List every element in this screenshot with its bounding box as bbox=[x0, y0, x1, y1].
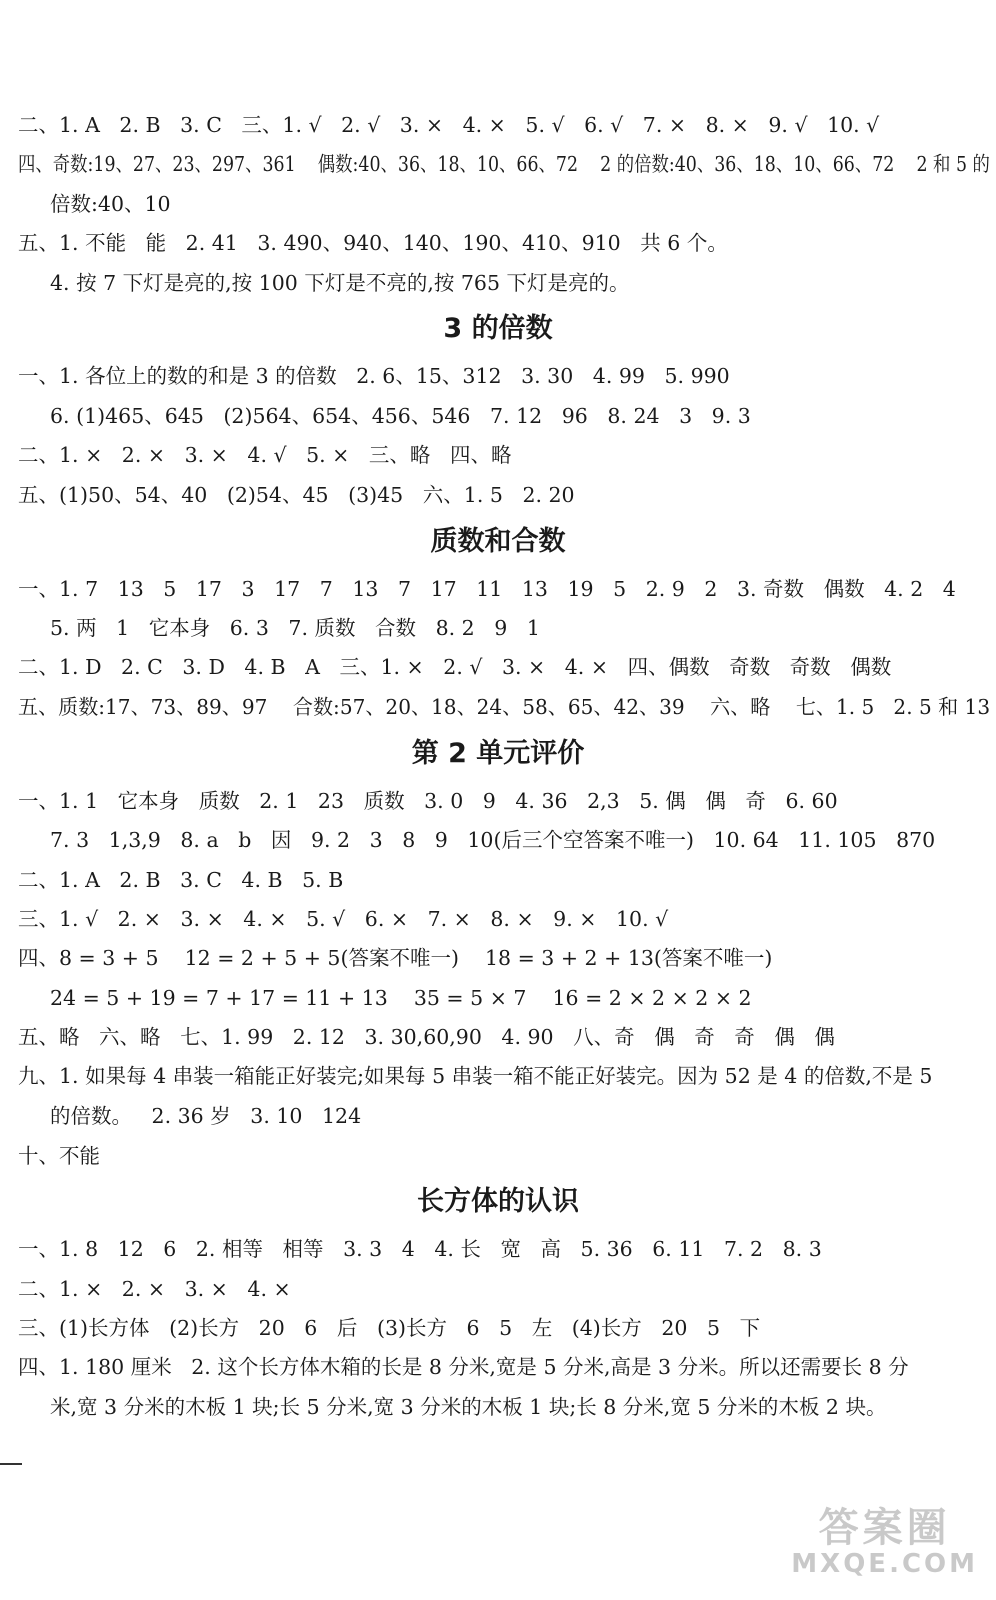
page-rule bbox=[0, 1463, 22, 1465]
watermark-text: 答案圈 bbox=[818, 1505, 951, 1551]
answer-line: 五、(1)50、54、40 (2)54、45 (3)45 六、1. 5 2. 20 bbox=[18, 483, 575, 507]
answer-line: 十、不能 bbox=[18, 1144, 100, 1168]
answer-line: 三、1. √ 2. × 3. × 4. × 5. √ 6. × 7. × 8. × 9. × 10. √ bbox=[18, 907, 669, 931]
answer-line: 四、8 = 3 + 5 12 = 2 + 5 + 5(答案不唯一) 18 = 3 + 2 + 13(答案不唯一) bbox=[18, 946, 773, 970]
answer-line: 四、奇数:19、27、23、297、361 偶数:40、36、18、10、66、72 2 的倍数:40、36、18、10、66、72 2 和 5 的 bbox=[18, 152, 990, 176]
answer-line: 一、1. 8 12 6 2. 相等 相等 3. 3 4 4. 长 宽 高 5. 36 6. 11 7. 2 8. 3 bbox=[18, 1237, 822, 1261]
answer-line: 一、1. 各位上的数的和是 3 的倍数 2. 6、15、312 3. 30 4. 99 5. 990 bbox=[18, 364, 730, 388]
answer-line: 二、1. × 2. × 3. × 4. × bbox=[18, 1277, 291, 1301]
section-heading: 第 2 单元评价 bbox=[411, 738, 585, 769]
answer-line: 一、1. 1 它本身 质数 2. 1 23 质数 3. 0 9 4. 36 2,3 5. 偶 偶 奇 6. 60 bbox=[18, 789, 838, 813]
answer-line: 三、(1)长方体 (2)长方 20 6 后 (3)长方 6 5 左 (4)长方 20 5 下 bbox=[18, 1316, 761, 1340]
answer-line: 一、1. 7 13 5 17 3 17 7 13 7 17 11 13 19 5 2. 9 2 3. 奇数 偶数 4. 2 4 bbox=[18, 577, 956, 601]
answer-line: 五、质数:17、73、89、97 合数:57、20、18、24、58、65、42、39 六、略 七、1. 5 2. 5 和 13 bbox=[18, 695, 991, 719]
answer-line: 24 = 5 + 19 = 7 + 17 = 11 + 13 35 = 5 × 7 16 = 2 × 2 × 2 × 2 bbox=[50, 986, 752, 1010]
answer-line: 五、略 六、略 七、1. 99 2. 12 3. 30,60,90 4. 90 八、奇 偶 奇 奇 偶 偶 bbox=[18, 1025, 835, 1049]
answer-line: 的倍数。 2. 36 岁 3. 10 124 bbox=[50, 1104, 362, 1128]
answer-line: 倍数:40、10 bbox=[50, 192, 171, 216]
section-heading: 质数和合数 bbox=[430, 526, 566, 557]
answer-line: 7. 3 1,3,9 8. a b 因 9. 2 3 8 9 10(后三个空答案不唯一) 10. 64 11. 105 870 bbox=[50, 828, 936, 852]
answer-line: 五、1. 不能 能 2. 41 3. 490、940、140、190、410、910 共 6 个。 bbox=[18, 231, 728, 255]
watermark-logo bbox=[791, 1506, 978, 1578]
answer-line: 5. 两 1 它本身 6. 3 7. 质数 合数 8. 2 9 1 bbox=[50, 616, 540, 640]
answer-line: 米,宽 3 分米的木板 1 块;长 5 分米,宽 3 分米的木板 1 块;长 8 分米,宽 5 分米的木板 2 块。 bbox=[50, 1395, 887, 1419]
answer-line: 二、1. D 2. C 3. D 4. B A 三、1. × 2. √ 3. × 4. × 四、偶数 奇数 奇数 偶数 bbox=[18, 655, 892, 679]
answer-line: 四、1. 180 厘米 2. 这个长方体木箱的长是 8 分米,宽是 5 分米,高是 3 分米。所以还需要长 8 分 bbox=[18, 1355, 909, 1379]
answer-line: 二、1. × 2. × 3. × 4. √ 5. × 三、略 四、略 bbox=[18, 443, 512, 467]
answer-line: 二、1. A 2. B 3. C 4. B 5. B bbox=[18, 868, 344, 892]
answer-line: 九、1. 如果每 4 串装一箱能正好装完;如果每 5 串装一箱不能正好装完。因为 52 是 4 的倍数,不是 5 bbox=[18, 1064, 933, 1088]
watermark-url: MXQE.COM bbox=[791, 1549, 978, 1579]
answer-line: 二、1. A 2. B 3. C 三、1. √ 2. √ 3. × 4. × 5. √ 6. √ 7. × 8. × 9. √ 10. √ bbox=[18, 113, 880, 137]
section-heading: 长方体的认识 bbox=[417, 1186, 579, 1217]
section-heading: 3 的倍数 bbox=[443, 313, 553, 344]
answer-line: 4. 按 7 下灯是亮的,按 100 下灯是不亮的,按 765 下灯是亮的。 bbox=[50, 271, 630, 295]
answer-line: 6. (1)465、645 (2)564、654、456、546 7. 12 96 8. 24 3 9. 3 bbox=[50, 404, 751, 428]
